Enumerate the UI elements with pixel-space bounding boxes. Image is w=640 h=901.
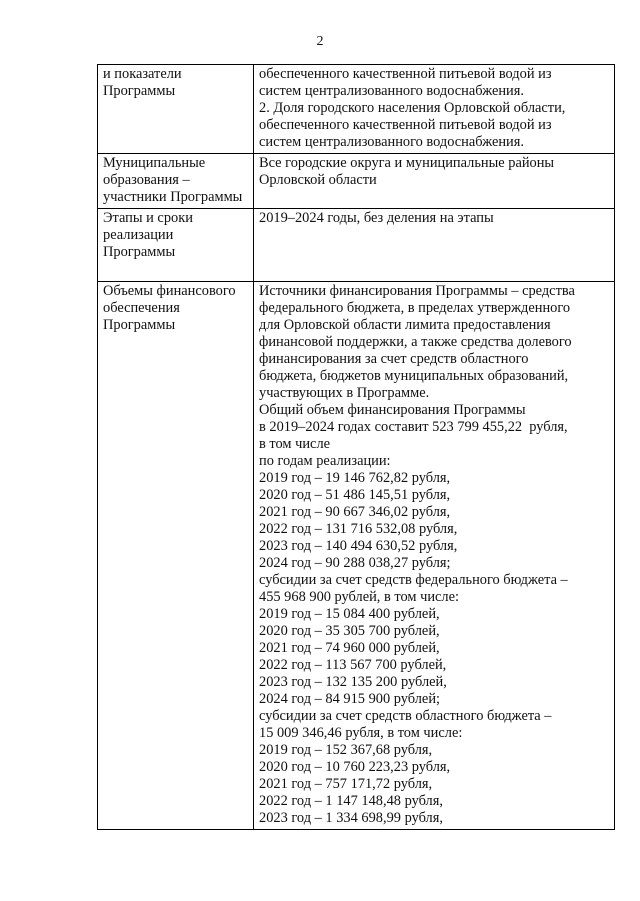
content-line: 2019 год – 19 146 762,82 рубля, <box>259 470 451 486</box>
content-line: финансирования за счет средств областного <box>259 351 529 367</box>
content-line: 2024 год – 84 915 900 рублей; <box>259 691 441 707</box>
label-line: образования – <box>103 172 190 188</box>
page-number: 2 <box>316 34 324 49</box>
content-line: Общий объем финансирования Программы <box>259 402 526 418</box>
content-line: 2022 год – 131 716 532,08 рубля, <box>259 521 458 537</box>
table-row <box>98 209 615 282</box>
row-content-stages <box>254 209 615 282</box>
passport-table <box>97 64 615 830</box>
content-line: обеспеченного качественной питьевой водой из <box>259 117 552 133</box>
content-line: 2019 год – 15 084 400 рублей, <box>259 606 440 622</box>
label-line: Программы <box>103 317 176 333</box>
content-line: 2019–2024 годы, без деления на этапы <box>259 210 494 226</box>
label-line: Программы <box>103 83 176 99</box>
label-line: Программы <box>103 244 176 260</box>
content-line: 2023 год – 132 135 200 рублей, <box>259 674 447 690</box>
label-line: и показатели <box>103 66 182 82</box>
content-line: 2020 год – 35 305 700 рублей, <box>259 623 440 639</box>
content-line: 2022 год – 1 147 148,48 рубля, <box>259 793 443 809</box>
row-content-financing <box>254 282 615 830</box>
content-line: в 2019–2024 годах составит 523 799 455,22 рубля, <box>259 419 568 435</box>
content-line: 455 968 900 рублей, в том числе: <box>259 589 459 605</box>
label-line: участники Программы <box>103 189 243 205</box>
content-line: участвующих в Программе. <box>259 385 430 401</box>
label-line: Объемы финансового <box>103 283 236 299</box>
row-content-indicators <box>254 65 615 154</box>
content-line: Все городские округа и муниципальные районы <box>259 155 555 171</box>
content-line: 2023 год – 140 494 630,52 рубля, <box>259 538 458 554</box>
label-line: Этапы и сроки <box>103 210 193 226</box>
content-line: 2020 год – 51 486 145,51 рубля, <box>259 487 451 503</box>
content-line: субсидии за счет средств федерального бюджета – <box>259 572 568 588</box>
row-content-municipalities <box>254 154 615 209</box>
content-line: субсидии за счет средств областного бюджета – <box>259 708 552 724</box>
row-label-indicators <box>98 65 254 154</box>
content-line: систем централизованного водоснабжения. <box>259 83 524 99</box>
label-line: реализации <box>103 227 174 243</box>
content-line: обеспеченного качественной питьевой водой из <box>259 66 552 82</box>
content-line: финансовой поддержки, а также средства долевого <box>259 334 572 350</box>
content-line: 15 009 346,46 рубля, в том числе: <box>259 725 463 741</box>
content-line: в том числе <box>259 436 331 452</box>
content-line: 2. Доля городского населения Орловской области, <box>259 100 566 116</box>
content-line: 2021 год – 74 960 000 рублей, <box>259 640 440 656</box>
table-row <box>98 65 615 154</box>
row-label-financing <box>98 282 254 830</box>
content-line: 2023 год – 1 334 698,99 рубля, <box>259 810 443 826</box>
label-line: Муниципальные <box>103 155 206 171</box>
content-line: по годам реализации: <box>259 453 391 469</box>
content-line: Источники финансирования Программы – средства <box>259 283 575 299</box>
content-line: для Орловской области лимита предоставления <box>259 317 551 333</box>
row-label-stages <box>98 209 254 282</box>
table-row <box>98 282 615 830</box>
content-line: 2024 год – 90 288 038,27 рубля; <box>259 555 451 571</box>
content-line: систем централизованного водоснабжения. <box>259 134 524 150</box>
label-line: обеспечения <box>103 300 180 316</box>
content-line: 2021 год – 90 667 346,02 рубля, <box>259 504 451 520</box>
content-line: 2020 год – 10 760 223,23 рубля, <box>259 759 451 775</box>
table-row <box>98 154 615 209</box>
content-line: 2021 год – 757 171,72 рубля, <box>259 776 433 792</box>
content-line: Орловской области <box>259 172 377 188</box>
content-line: 2022 год – 113 567 700 рублей, <box>259 657 447 673</box>
content-line: 2019 год – 152 367,68 рубля, <box>259 742 433 758</box>
content-line: бюджета, бюджетов муниципальных образований, <box>259 368 569 384</box>
row-label-municipalities <box>98 154 254 209</box>
content-line: федерального бюджета, в пределах утвержденного <box>259 300 571 316</box>
